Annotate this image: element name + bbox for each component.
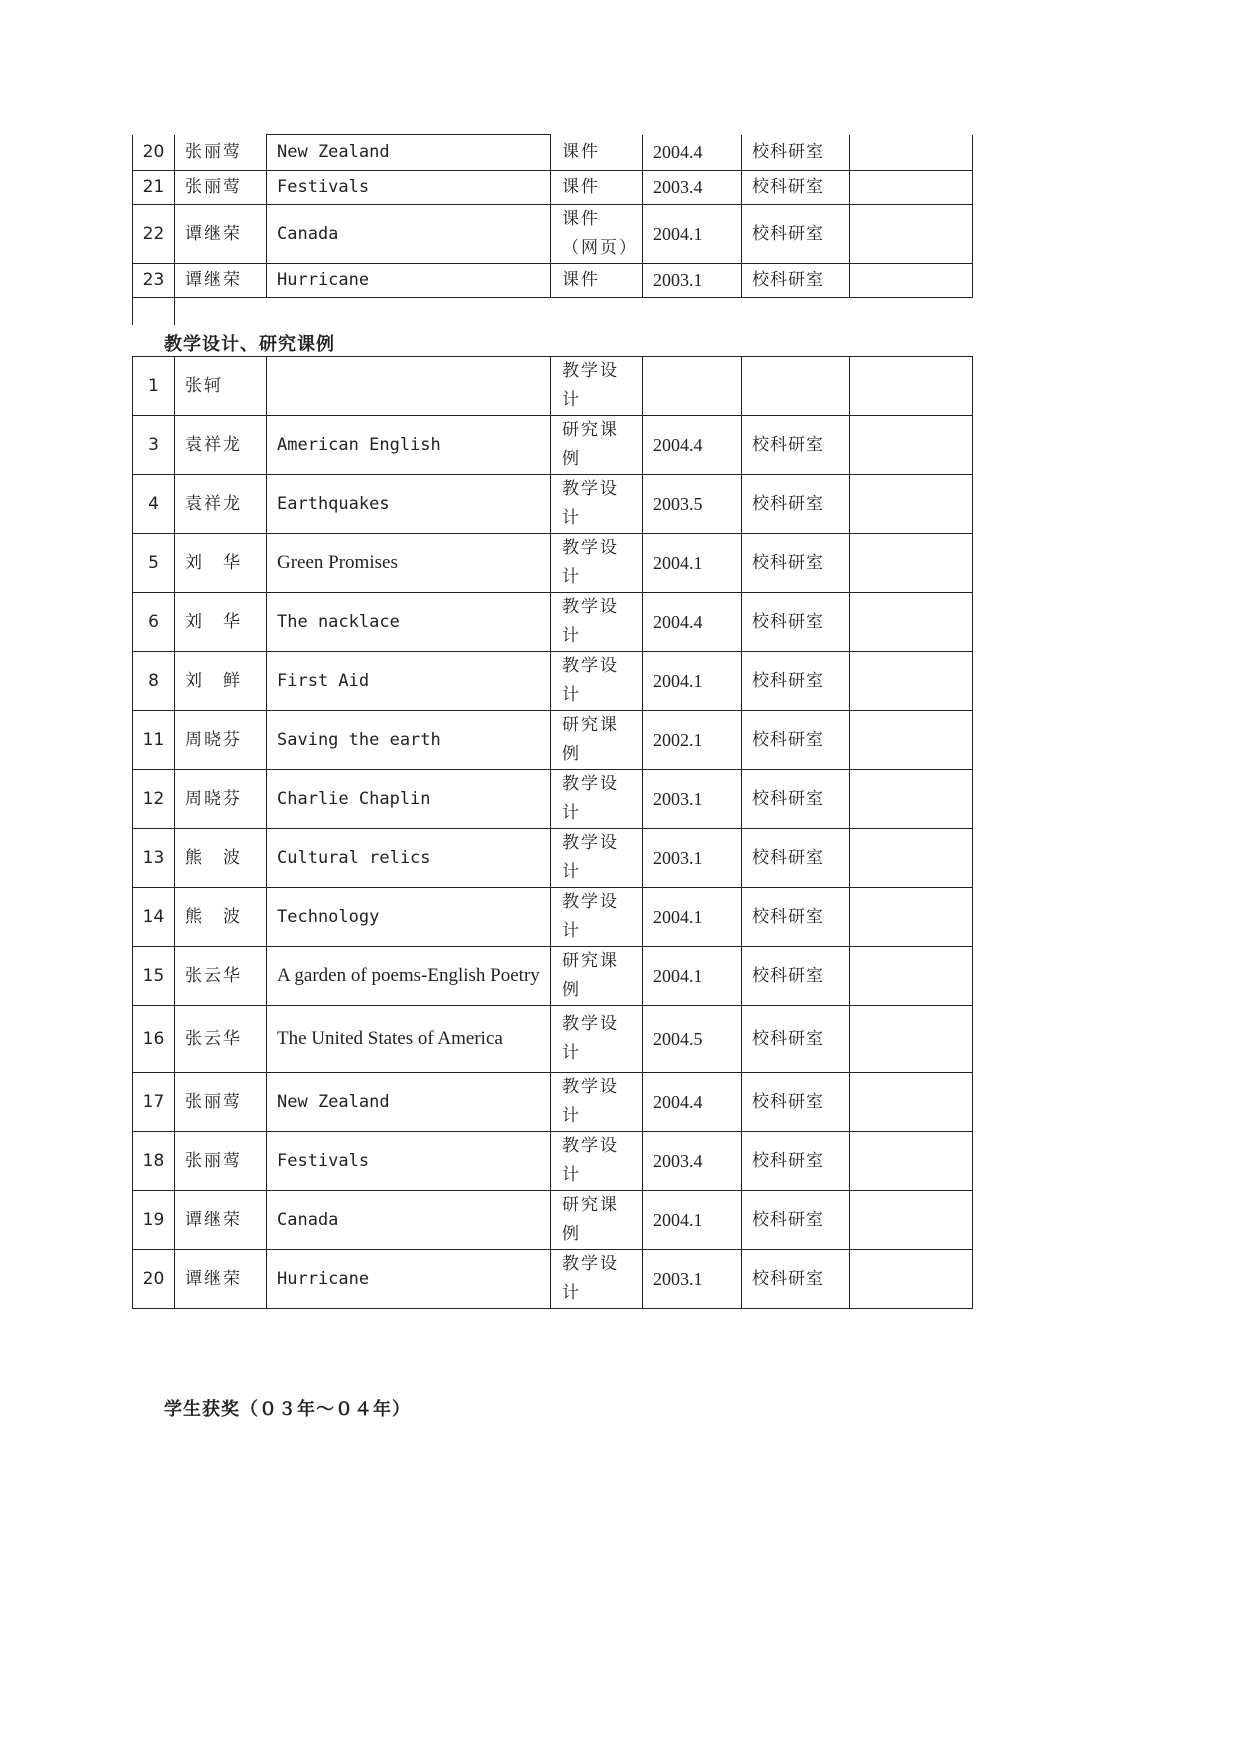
extra-cell: [850, 1073, 973, 1132]
work-type: 教学设计: [551, 1006, 643, 1073]
review-unit: 校科研室: [742, 264, 850, 298]
extra-cell: [850, 357, 973, 416]
table-row: [133, 135, 973, 171]
row-number: 16: [133, 1006, 175, 1073]
table-stub-line: [132, 297, 133, 325]
table-row: [133, 770, 973, 829]
author-name: 熊 波: [175, 829, 267, 888]
row-number: 5: [133, 534, 175, 593]
work-date: 2004.4: [643, 416, 742, 475]
extra-cell: [850, 534, 973, 593]
review-unit: 校科研室: [742, 416, 850, 475]
extra-cell: [850, 593, 973, 652]
table-row: [133, 534, 973, 593]
author-name: 熊 波: [175, 888, 267, 947]
work-date: 2003.1: [643, 1250, 742, 1309]
work-type: 教学设计: [551, 593, 643, 652]
row-number: 22: [133, 205, 175, 264]
table-row: [133, 205, 973, 264]
table-row: [133, 593, 973, 652]
row-number: 6: [133, 593, 175, 652]
table-stub-line: [174, 297, 175, 325]
work-type: 教学设计: [551, 534, 643, 593]
work-title: Green Promises: [267, 534, 551, 593]
author-name: 刘 华: [175, 593, 267, 652]
review-unit: 校科研室: [742, 1132, 850, 1191]
work-type: 教学设计: [551, 1073, 643, 1132]
work-type: 课件: [551, 264, 643, 298]
author-name: 张云华: [175, 947, 267, 1006]
author-name: 张丽莺: [175, 1132, 267, 1191]
work-type: 教学设计: [551, 357, 643, 416]
row-number: 18: [133, 1132, 175, 1191]
work-type: 课件（网页）: [551, 205, 643, 264]
work-date: 2003.1: [643, 770, 742, 829]
work-title: Hurricane: [267, 1250, 551, 1309]
review-unit: 校科研室: [742, 1250, 850, 1309]
review-unit: 校科研室: [742, 1073, 850, 1132]
row-number: 21: [133, 171, 175, 205]
extra-cell: [850, 829, 973, 888]
row-number: 20: [133, 135, 175, 171]
work-type: 课件: [551, 135, 643, 171]
work-type: 教学设计: [551, 829, 643, 888]
work-title: Canada: [267, 1191, 551, 1250]
work-type: 教学设计: [551, 888, 643, 947]
review-unit: 校科研室: [742, 711, 850, 770]
work-type: 研究课例: [551, 711, 643, 770]
author-name: 袁祥龙: [175, 416, 267, 475]
extra-cell: [850, 652, 973, 711]
work-type: 教学设计: [551, 1132, 643, 1191]
row-number: 12: [133, 770, 175, 829]
work-title: Charlie Chaplin: [267, 770, 551, 829]
extra-cell: [850, 171, 973, 205]
extra-cell: [850, 264, 973, 298]
work-type: 研究课例: [551, 416, 643, 475]
author-name: 刘 华: [175, 534, 267, 593]
author-name: 谭继荣: [175, 264, 267, 298]
work-date: 2003.1: [643, 829, 742, 888]
table-row: [133, 1006, 973, 1073]
work-type: 教学设计: [551, 475, 643, 534]
table-row: [133, 1073, 973, 1132]
work-title: Canada: [267, 205, 551, 264]
author-name: 张丽莺: [175, 1073, 267, 1132]
work-type: 教学设计: [551, 1250, 643, 1309]
work-title: Festivals: [267, 1132, 551, 1191]
courseware-table: [132, 134, 973, 298]
teaching-design-table: [132, 356, 973, 1309]
row-number: 14: [133, 888, 175, 947]
review-unit: 校科研室: [742, 829, 850, 888]
review-unit: 校科研室: [742, 652, 850, 711]
work-title: Earthquakes: [267, 475, 551, 534]
author-name: 袁祥龙: [175, 475, 267, 534]
work-date: 2003.4: [643, 171, 742, 205]
work-date: 2004.5: [643, 1006, 742, 1073]
review-unit: 校科研室: [742, 1006, 850, 1073]
work-type: 课件: [551, 171, 643, 205]
table-row: [133, 1132, 973, 1191]
table-row: [133, 652, 973, 711]
table-row: [133, 475, 973, 534]
author-name: 谭继荣: [175, 1250, 267, 1309]
work-date: 2004.1: [643, 1191, 742, 1250]
author-name: 刘 鲜: [175, 652, 267, 711]
review-unit: 校科研室: [742, 888, 850, 947]
work-title: New Zealand: [267, 1073, 551, 1132]
work-title: American English: [267, 416, 551, 475]
table-row: [133, 947, 973, 1006]
review-unit: 校科研室: [742, 947, 850, 1006]
review-unit: 校科研室: [742, 1191, 850, 1250]
author-name: 张丽莺: [175, 171, 267, 205]
work-title: The United States of America: [267, 1006, 551, 1073]
row-number: 13: [133, 829, 175, 888]
work-title: Festivals: [267, 171, 551, 205]
work-title: The nacklace: [267, 593, 551, 652]
work-title: Technology: [267, 888, 551, 947]
row-number: 3: [133, 416, 175, 475]
extra-cell: [850, 1006, 973, 1073]
row-number: 23: [133, 264, 175, 298]
section-heading-teaching-design: 教学设计、研究课例: [164, 334, 335, 355]
extra-cell: [850, 205, 973, 264]
extra-cell: [850, 475, 973, 534]
extra-cell: [850, 1191, 973, 1250]
table-row: [133, 416, 973, 475]
work-date: 2003.4: [643, 1132, 742, 1191]
table-row: [133, 171, 973, 205]
extra-cell: [850, 1132, 973, 1191]
work-title: [267, 357, 551, 416]
table-row: [133, 264, 973, 298]
review-unit: 校科研室: [742, 593, 850, 652]
work-title: A garden of poems-English Poetry: [267, 947, 551, 1006]
work-type: 研究课例: [551, 947, 643, 1006]
table-row: [133, 888, 973, 947]
row-number: 15: [133, 947, 175, 1006]
work-date: 2004.4: [643, 135, 742, 171]
author-name: 周晓芬: [175, 770, 267, 829]
work-date: 2004.4: [643, 593, 742, 652]
review-unit: 校科研室: [742, 171, 850, 205]
extra-cell: [850, 416, 973, 475]
work-date: 2003.5: [643, 475, 742, 534]
work-type: 教学设计: [551, 770, 643, 829]
work-title: Saving the earth: [267, 711, 551, 770]
row-number: 19: [133, 1191, 175, 1250]
author-name: 谭继荣: [175, 205, 267, 264]
table-row: [133, 1250, 973, 1309]
row-number: 11: [133, 711, 175, 770]
work-date: [643, 357, 742, 416]
section-heading-student-awards: 学生获奖（０３年～０４年）: [164, 1399, 411, 1420]
row-number: 17: [133, 1073, 175, 1132]
work-date: 2003.1: [643, 264, 742, 298]
row-number: 8: [133, 652, 175, 711]
work-date: 2004.1: [643, 947, 742, 1006]
review-unit: 校科研室: [742, 205, 850, 264]
work-type: 教学设计: [551, 652, 643, 711]
row-number: 20: [133, 1250, 175, 1309]
work-title: Cultural relics: [267, 829, 551, 888]
extra-cell: [850, 711, 973, 770]
review-unit: 校科研室: [742, 534, 850, 593]
table-row: [133, 1191, 973, 1250]
work-date: 2002.1: [643, 711, 742, 770]
extra-cell: [850, 1250, 973, 1309]
author-name: 谭继荣: [175, 1191, 267, 1250]
row-number: 4: [133, 475, 175, 534]
work-title: Hurricane: [267, 264, 551, 298]
work-date: 2004.1: [643, 534, 742, 593]
work-date: 2004.1: [643, 652, 742, 711]
row-number: 1: [133, 357, 175, 416]
work-date: 2004.4: [643, 1073, 742, 1132]
review-unit: 校科研室: [742, 475, 850, 534]
author-name: 张轲: [175, 357, 267, 416]
table-row: [133, 357, 973, 416]
review-unit: [742, 357, 850, 416]
work-title: New Zealand: [267, 135, 551, 171]
extra-cell: [850, 888, 973, 947]
work-type: 研究课例: [551, 1191, 643, 1250]
author-name: 张丽莺: [175, 135, 267, 171]
table-row: [133, 711, 973, 770]
work-title: First Aid: [267, 652, 551, 711]
author-name: 张云华: [175, 1006, 267, 1073]
extra-cell: [850, 135, 973, 171]
extra-cell: [850, 770, 973, 829]
table-row: [133, 829, 973, 888]
work-date: 2004.1: [643, 205, 742, 264]
review-unit: 校科研室: [742, 135, 850, 171]
review-unit: 校科研室: [742, 770, 850, 829]
author-name: 周晓芬: [175, 711, 267, 770]
extra-cell: [850, 947, 973, 1006]
work-date: 2004.1: [643, 888, 742, 947]
